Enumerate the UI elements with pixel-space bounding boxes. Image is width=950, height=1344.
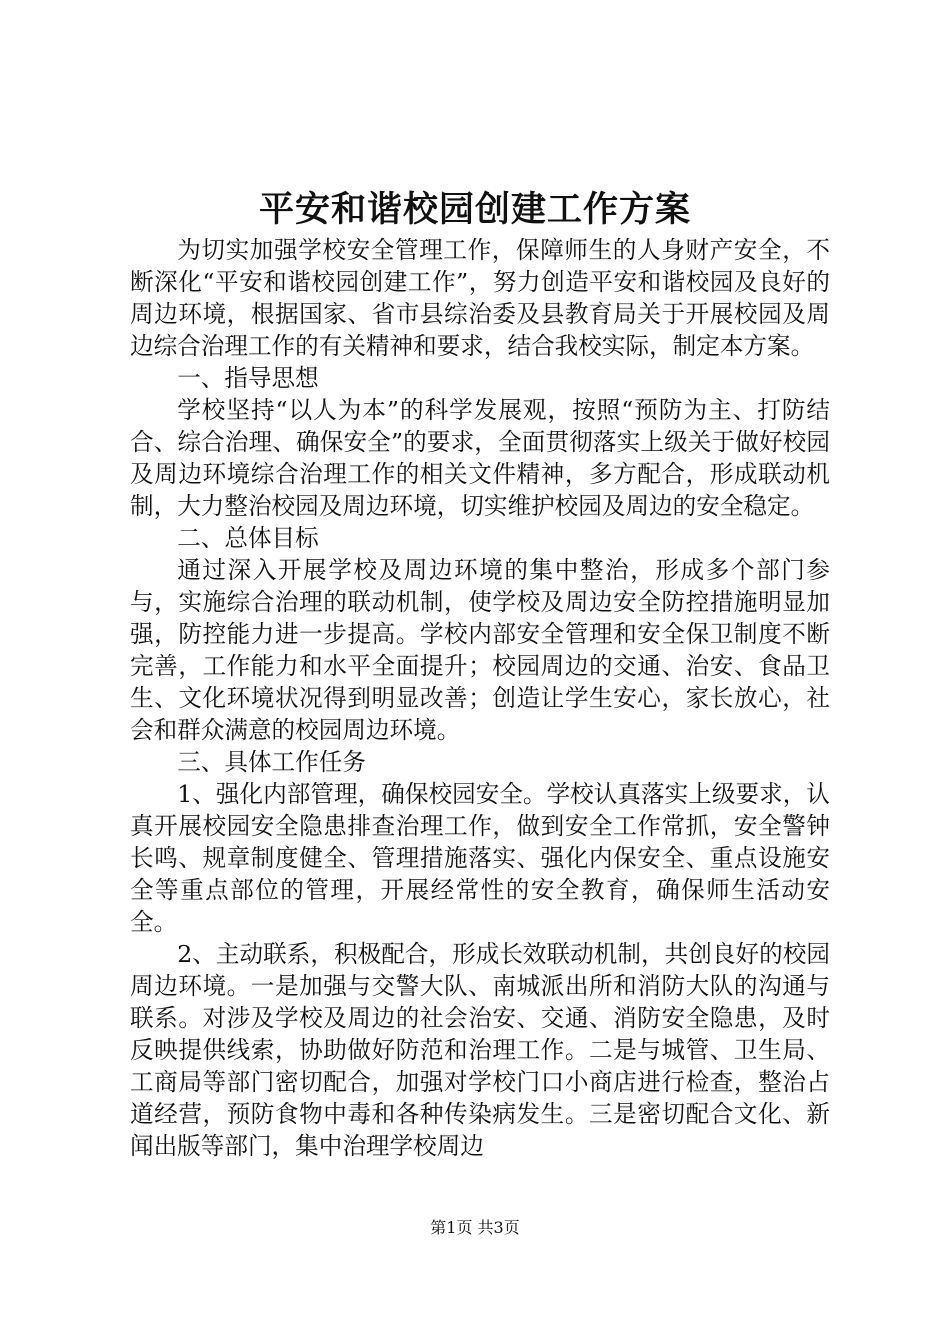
paragraph-task-1: 1、强化内部管理，确保校园安全。学校认真落实上级要求，认真开展校园安全隐患排查治理工作，做到安全工作常抓，安全警钟长鸣、规章制度健全、管理措施落实、强化内保安全、重点设施安全等重点部位的管理，开展经常性的安全教育，确保师生活动安全。 [130, 780, 830, 936]
paragraph-overall-goal: 通过深入开展学校及周边环境的集中整治，形成多个部门参与，实施综合治理的联动机制，使学校及周边安全防控措施明显加强，防控能力进一步提高。学校内部安全管理和安全保卫制度不断完善，工作能力和水平全面提升；校园周边的交通、治安、食品卫生、文化环境状况得到明显改善；创造让学生安心，家长放心，社会和群众满意的校园周边环境。 [130, 556, 830, 744]
paragraph-intro: 为切实加强学校安全管理工作，保障师生的人身财产安全，不断深化“平安和谐校园创建工作”，努力创造平安和谐校园及良好的周边环境，根据国家、省市县综治委及县教育局关于开展校园及周边综合治理工作的有关精神和要求，结合我校实际，制定本方案。 [130, 236, 830, 360]
document-title: 平安和谐校园创建工作方案 [258, 189, 691, 230]
page-number-footer: 第1页 共3页 [430, 1218, 520, 1237]
section-heading-overall-goal: 二、总体目标 [177, 524, 319, 552]
paragraph-task-2: 2、主动联系，积极配合，形成长效联动机制，共创良好的校园周边环境。一是加强与交警大队、南城派出所和消防大队的沟通与联系。对涉及学校及周边的社会治安、交通、消防安全隐患，及时反映提供线索，协助做好防范和治理工作。二是与城管、卫生局、工商局等部门密切配合，加强对学校门口小商店进行检查，整治占道经营，预防食物中毒和各种传染病发生。三是密切配合文化、新闻出版等部门，集中治理学校周边 [130, 940, 830, 1160]
section-heading-guiding-thought: 一、指导思想 [177, 364, 319, 392]
document-body [130, 234, 830, 1162]
section-heading-specific-tasks: 三、具体工作任务 [177, 748, 366, 776]
paragraph-guiding-thought: 学校坚持“以人为本”的科学发展观，按照“预防为主、打防结合、综合治理、确保安全”的要求，全面贯彻落实上级关于做好校园及周边环境综合治理工作的相关文件精神，多方配合，形成联动机制，大力整治校园及周边环境，切实维护校园及周边的安全稳定。 [130, 396, 830, 520]
